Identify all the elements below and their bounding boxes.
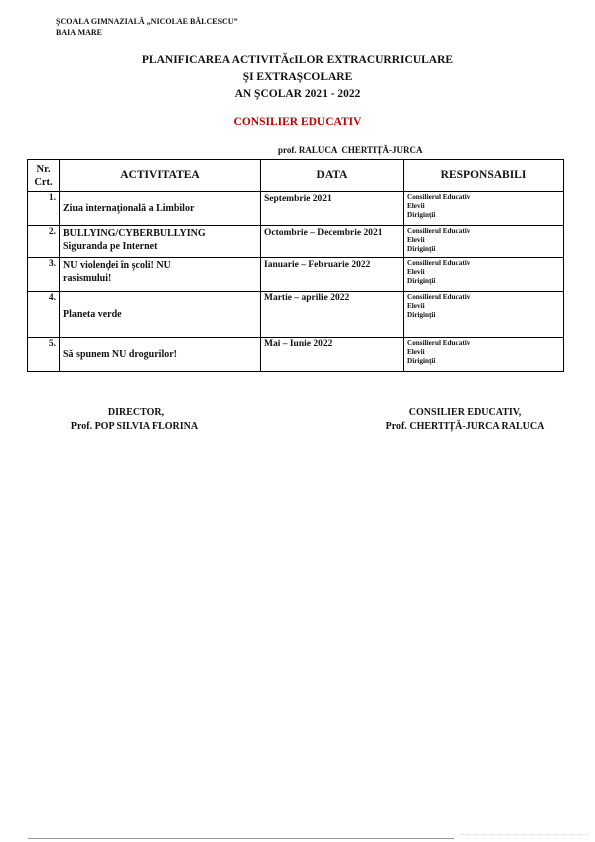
counselor-name: Prof. CHERTIȚĂ-JURCA RALUCA: [385, 421, 545, 432]
row-number: 1.: [28, 192, 60, 226]
responsible-item: Consilierul Educativ: [407, 339, 471, 347]
row-number: 4.: [28, 292, 60, 338]
activities-table: [27, 159, 564, 372]
date-cell: Mai – Iunie 2022: [261, 338, 404, 372]
responsible-item: Consilierul Educativ: [407, 293, 471, 301]
director-name: Prof. POP SILVIA FLORINA: [70, 421, 199, 432]
activity-text: NU violenḑei în şcoli! NU: [63, 260, 171, 271]
date-cell: Septembrie 2021: [261, 192, 404, 226]
activity-text: Să spunem NU drogurilor!: [63, 349, 177, 360]
responsible-item: Elevii: [407, 302, 425, 310]
responsible-cell: [404, 292, 564, 338]
header-nr: Nr. Crt.: [28, 160, 60, 192]
counselor-signature-block: [360, 406, 570, 434]
activity-text: Planeta verde: [63, 309, 122, 320]
table-row: [28, 338, 564, 372]
school-header: [56, 16, 238, 38]
school-name: ŞCOALA GIMNAZIALĂ „NICOLAE BĂLCESCU”: [56, 17, 238, 26]
activity-cell: [60, 226, 261, 258]
responsible-item: Diriginţii: [407, 277, 436, 285]
header-responsible: RESPONSABILI: [404, 160, 564, 192]
responsible-item: Consilierul Educativ: [407, 259, 471, 267]
date-cell: Octombrie – Decembrie 2021: [261, 226, 404, 258]
table-row: [28, 226, 564, 258]
responsible-cell: [404, 338, 564, 372]
responsible-item: Elevii: [407, 348, 425, 356]
title-line-1: PLANIFICAREA ACTIVITĂcILOR EXTRACURRICULARE: [141, 54, 454, 66]
activity-cell: [60, 292, 261, 338]
footer-faint-line: [460, 834, 588, 835]
activity-cell: [60, 258, 261, 292]
table-row: [28, 192, 564, 226]
activity-text: rasismului!: [63, 273, 112, 284]
title-line-2: ŞI EXTRAŞCOLARE: [242, 71, 353, 83]
responsible-cell: [404, 258, 564, 292]
document-title: [0, 52, 595, 103]
counselor-title: CONSILIER EDUCATIV,: [408, 407, 522, 418]
row-number: 2.: [28, 226, 60, 258]
row-number: 5.: [28, 338, 60, 372]
table-row: [28, 292, 564, 338]
activity-cell: [60, 192, 261, 226]
responsible-cell: [404, 226, 564, 258]
school-city: BAIA MARE: [56, 28, 103, 37]
header-activity: ACTIVITATEA: [60, 160, 261, 192]
director-title: DIRECTOR,: [107, 407, 165, 418]
responsible-item: Consilierul Educativ: [407, 227, 471, 235]
footer-divider: [28, 838, 454, 839]
activity-text: BULLYING/CYBERBULLYING: [63, 228, 206, 239]
responsible-item: Elevii: [407, 268, 425, 276]
date-cell: Ianuarie – Februarie 2022: [261, 258, 404, 292]
table-header-row: [28, 160, 564, 192]
activity-text: Siguranda pe Internet: [63, 241, 158, 252]
table-row: [28, 258, 564, 292]
responsible-item: Diriginţii: [407, 245, 436, 253]
responsible-item: Elevii: [407, 236, 425, 244]
responsible-item: Consilierul Educativ: [407, 193, 471, 201]
activity-cell: [60, 338, 261, 372]
responsible-cell: [404, 192, 564, 226]
responsible-item: Diriginţii: [407, 357, 436, 365]
responsible-item: Diriginţii: [407, 311, 436, 319]
document-subtitle: CONSILIER EDUCATIV: [233, 116, 362, 128]
author-line: prof. RALUCA CHERTIȚĂ-JURCA: [278, 145, 423, 155]
row-number: 3.: [28, 258, 60, 292]
responsible-item: Elevii: [407, 202, 425, 210]
responsible-item: Diriginţii: [407, 211, 436, 219]
header-date: DATA: [261, 160, 404, 192]
title-line-3: AN ŞCOLAR 2021 - 2022: [234, 88, 361, 100]
activity-text: Ziua internaţională a Limbilor: [63, 203, 195, 214]
director-signature-block: [56, 406, 216, 434]
date-cell: Martie – aprilie 2022: [261, 292, 404, 338]
